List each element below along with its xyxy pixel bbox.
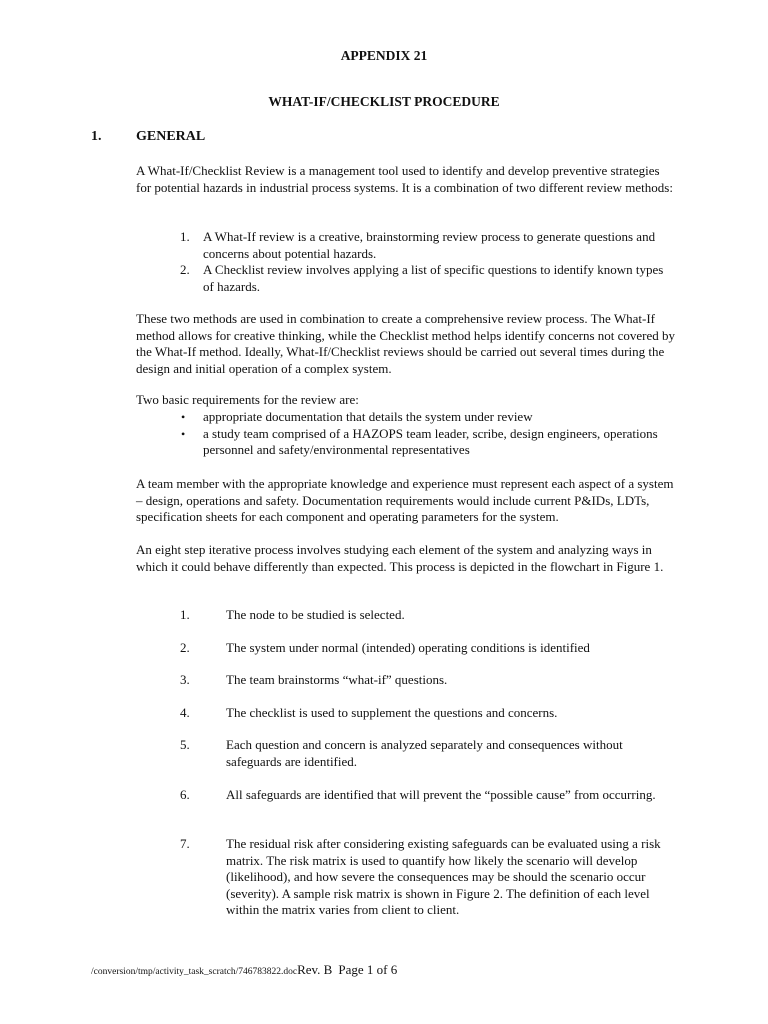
bullet-icon: •: [181, 410, 186, 424]
step-number: 7.: [180, 836, 190, 851]
step-number: 2.: [180, 640, 190, 655]
procedure-title: WHAT-IF/CHECKLIST PROCEDURE: [268, 94, 500, 109]
eight-step-text: An eight step iterative process involves studying each element of the system and analyzing ways in which it could behave differently than expected. This process is depicted in the flowchart in Figure 1.: [136, 542, 664, 574]
step-text: All safeguards are identified that will prevent the “possible cause” from occurring.: [226, 787, 656, 802]
step-number: 1.: [180, 607, 190, 622]
team-member-text: A team member with the appropriate knowledge and experience must represent each aspect of a system – design, operations and safety. Documentation requirements would include current P&IDs, LDTs, specification sheets for each component and operating parameters for the system.: [136, 476, 674, 524]
list-item: [180, 426, 670, 459]
methods-list: [180, 229, 670, 295]
step-number: 4.: [180, 705, 190, 720]
list-item-text: a study team comprised of a HAZOPS team leader, scribe, design engineers, operations personnel and safety/environmental representatives: [203, 425, 658, 457]
step-number: 6.: [180, 787, 190, 802]
section-title: GENERAL: [136, 129, 206, 144]
step-text: The checklist is used to supplement the questions and concerns.: [226, 705, 558, 720]
step-number: 3.: [180, 672, 190, 687]
list-item: [180, 229, 670, 262]
bullet-icon: •: [181, 426, 186, 441]
step-text: The residual risk after considering existing safeguards can be evaluated using a risk matrix. The risk matrix is used to quantify how likely the scenario will develop (likelihood), and how severe the consequences may be should the scenario occur (severity). A sample risk matrix is shown in Figure 2. The definition of each level within the matrix varies from client to client.: [226, 836, 661, 917]
requirements-intro-text: Two basic requirements for the review are:: [136, 392, 359, 407]
step-text: The node to be studied is selected.: [226, 607, 405, 622]
list-item-marker: 1.: [180, 229, 190, 244]
list-item: [180, 409, 670, 426]
requirements-list: [180, 409, 670, 459]
intro-text: A What-If/Checklist Review is a management tool used to identify and develop preventive strategies for potential hazards in industrial process systems. It is a combination of two different review methods:: [136, 163, 673, 195]
step-text: The system under normal (intended) operating conditions is identified: [226, 640, 590, 655]
list-item-marker: 2.: [180, 262, 190, 277]
section-number: 1.: [91, 129, 102, 144]
appendix-title: APPENDIX 21: [340, 48, 428, 63]
page-footer: [91, 962, 397, 981]
team-member-paragraph: [136, 476, 676, 526]
footer-page-number: Page 1 of 6: [338, 962, 398, 977]
list-item-text: A What-If review is a creative, brainstorming review process to generate questions and concerns about potential hazards.: [203, 229, 656, 261]
methods-combined-text: These two methods are used in combination to create a comprehensive review process. The What-If method allows for creative thinking, while the Checklist method helps identify concerns not covered by the What-If method. Ideally, What-If/Checklist reviews should be carried out several times during the design and initial operation of a complex system.: [136, 311, 675, 376]
step-text: The team brainstorms “what-if” questions.: [226, 672, 448, 687]
list-item-text: A Checklist review involves applying a list of specific questions to identify known types of hazards.: [203, 262, 664, 294]
requirements-intro-paragraph: [136, 392, 676, 409]
intro-paragraph: [136, 163, 676, 196]
eight-step-paragraph: [136, 542, 676, 575]
footer-file-path: /conversion/tmp/activity_task_scratch/746783822.doc: [91, 967, 298, 977]
step-number: 5.: [180, 737, 190, 752]
list-item: [180, 262, 670, 295]
step-text: Each question and concern is analyzed separately and consequences without safeguards are identified.: [226, 737, 623, 769]
methods-combined-paragraph: [136, 311, 676, 377]
footer-revision: Rev. B: [297, 962, 333, 977]
list-item-text: appropriate documentation that details the system under review: [203, 409, 533, 424]
